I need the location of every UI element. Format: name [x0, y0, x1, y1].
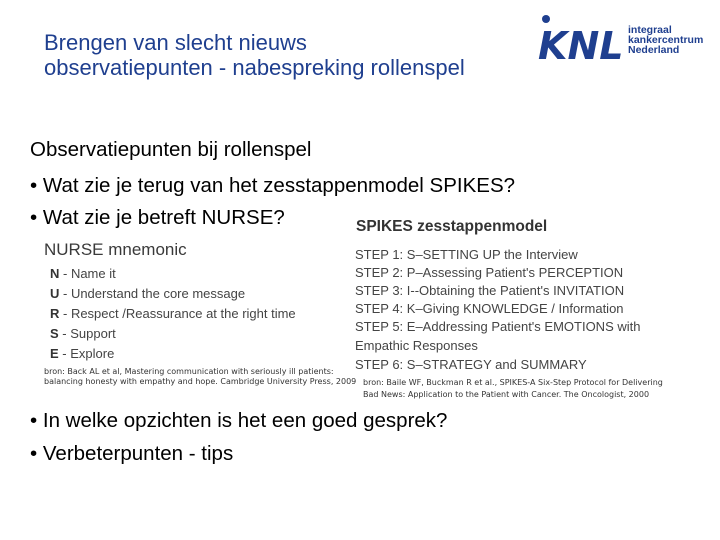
spikes-source-line-2: Bad News: Application to the Patient with Cancer. The Oncologist, 2000: [363, 390, 650, 399]
slide-title: [44, 30, 465, 80]
nurse-item-e: E - Explore: [50, 346, 115, 361]
bullet-good-conversation: • In welke opzichten is het een goed gesprek?: [30, 409, 448, 432]
logo-text-line-2: kankercentrum: [628, 34, 704, 46]
nurse-item-s: S - Support: [50, 326, 116, 341]
bullet-nurse: • Wat zie je betreft NURSE?: [30, 206, 285, 229]
nurse-item-r: R - Respect /Reassurance at the right time: [50, 306, 296, 321]
spikes-step-1: STEP 1: S–SETTING UP the Interview: [355, 247, 578, 262]
nurse-item-u: U - Understand the core message: [50, 286, 246, 301]
knl-logo-mark: [538, 14, 626, 70]
logo-text: [628, 25, 703, 55]
logo-mark-text: KNL: [538, 24, 624, 68]
spikes-step-4: STEP 4: K–Giving KNOWLEDGE / Information: [355, 301, 624, 316]
observation-heading: Observatiepunten bij rollenspel: [30, 138, 312, 161]
slide-title-line-1: Brengen van slecht nieuws: [44, 30, 307, 55]
spikes-step-5: STEP 5: E–Addressing Patient's EMOTIONS with: [355, 319, 641, 334]
spikes-step-5-continued: Empathic Responses: [355, 338, 478, 353]
nurse-heading: NURSE mnemonic: [44, 240, 187, 259]
nurse-source-line-2: balancing honesty with empathy and hope. Cambridge University Press, 2009: [44, 377, 357, 386]
nurse-item-n: N - Name it: [50, 266, 116, 281]
knl-logo: [538, 14, 704, 70]
bullet-spikes: • Wat zie je terug van het zesstappenmodel SPIKES?: [30, 174, 516, 197]
bullet-improvements: • Verbeterpunten - tips: [30, 442, 234, 465]
spikes-source-line-1: bron: Baile WF, Buckman R et al., SPIKES-A Six-Step Protocol for Delivering: [363, 378, 663, 387]
spikes-step-2: STEP 2: P–Assessing Patient's PERCEPTION: [355, 265, 624, 280]
logo-text-line-1: integraal: [628, 24, 672, 36]
nurse-source-line-1: bron: Back AL et al, Mastering communication with seriously ill patients:: [44, 367, 334, 376]
slide-title-line-2: observatiepunten - nabespreking rollenspel: [44, 55, 465, 80]
spikes-heading: SPIKES zesstappenmodel: [356, 218, 548, 235]
spikes-step-6: STEP 6: S–STRATEGY and SUMMARY: [355, 357, 587, 372]
spikes-step-3: STEP 3: I--Obtaining the Patient's INVITATION: [355, 283, 625, 298]
logo-text-line-3: Nederland: [628, 44, 680, 56]
